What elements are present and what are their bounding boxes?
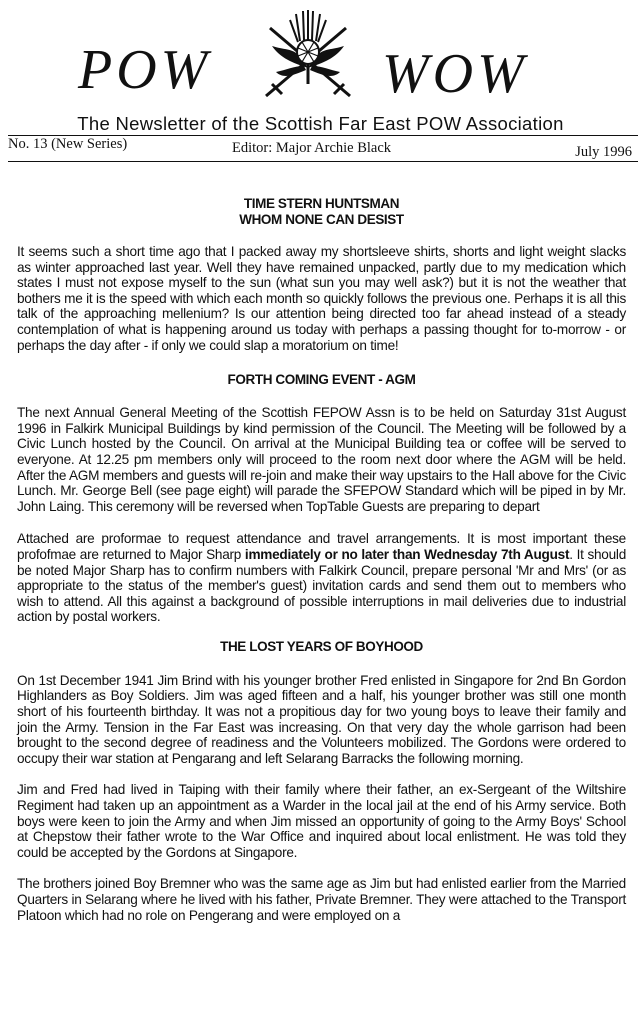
masthead-title-left: POW [78,39,212,101]
article-paragraph: On 1st December 1941 Jim Brind with his younger brother Fred enlisted in Singapore for 2nd Bn Gordon Highlanders as Boy Soldiers. Jim was aged fifteen and a half, his younger brother was still one month short of his fourteenth birthday. It was not a propitious day for two young boys to leave their family and join the Army. Tension in the Far East was increasing. On that very day the whole garrison had been brought to the second degree of readiness and the Volunteers mobilized. The Gordons were ordered to occupy their war station at Pengarang and left Selarang Barracks the following morning. [17,672,626,766]
article-heading-line1: TIME STERN HUNTSMAN [243,196,400,211]
article-paragraph: Jim and Fred had lived in Taiping with their family where their father, an ex-Sergeant of the Wiltshire Regiment had taken up an appointment as a Warder in the local jail at the end of his Army service. Both boys were keen to join the Army and when Jim missed an opportunity of going to the Army Boys' School at Chepstow their father wrote to the War Office and inquired about local enlistment. He was told they could be accepted by the Gordons at Singapore. [17,782,626,860]
article-lost-years [17,639,626,923]
article-paragraph-with-emphasis [17,531,626,625]
masthead-title-right: WOW [382,43,528,105]
article-heading-line2: WHOM NONE CAN DESIST [239,212,404,227]
paragraph-text: . It should be noted Major Sharp has to confirm numbers with Falkirk Council, prepare personal 'Mr and Mrs' (or as appropriate to the status of the member's guest) invitation cards and send them out to members who wish to attend. All this against a background of possible interruptions in mail deliveries due to industrial action by postal workers. [17,546,626,625]
article-heading: FORTH COMING EVENT - AGM [227,372,416,388]
article-agm [17,372,626,625]
article-paragraph: It seems such a short time ago that I packed away my shortsleeve shirts, shorts and light weight slacks as winter approached last year. Well they have remained unpacked, partly due to my medication which states I must not expose myself to the sun (what sun you may well ask?) but it is not the weather that bothers me it is the speed with which each month so quickly follows the previous one. Perhaps it is all this talk of the approaching mellenium? Is our attention being directed too far ahead instead of a steady contemplation of what is happening around us today with perhaps a passing thought for to-morrow - or perhaps the day after - if only we could slap a moratorium on time! [17,244,626,353]
editor-credit: Editor: Major Archie Black [232,140,392,156]
thistle-crossed-swords-icon [258,8,358,100]
issue-number: No. 13 (New Series) [8,136,128,152]
article-paragraph: The brothers joined Boy Bremner who was the same age as Jim but had enlisted earlier from the Married Quarters in Selarang where he lived with his father, Private Bremner. They were attached to the Transport Platoon which had no role on Pengerang and were employed on a [17,876,626,923]
article-paragraph: The next Annual General Meeting of the Scottish FEPOW Assn is to be held on Saturday 31st August 1996 in Falkirk Municipal Buildings by kind permission of the Council. The Meeting will be followed by a Civic Lunch hosted by the Council. On arrival at the Municipal Building tea or coffee will be served to everyone. At 12.25 pm members only will proceed to the room next door where the AGM will be held. After the AGM members and guests will re-join and make their way upstairs to the Hall above for the Civic Lunch. Mr. George Bell (see page eight) will parade the SFEPOW Standard which will be piped in by Mr. John Laing. This ceremony will be reversed when TopTable Guests are preparing to depart [17,405,626,514]
deadline-emphasis: immediately or no later than Wednesday 7th August [244,546,570,562]
newsletter-subtitle: The Newsletter of the Scottish Far East POW Association [77,113,564,134]
issue-date: July 1996 [575,144,632,160]
article-heading: THE LOST YEARS OF BOYHOOD [220,638,423,654]
masthead-divider-bottom [8,161,638,162]
newsletter-body [17,196,626,923]
masthead [0,0,641,160]
paragraph-text: Attached are proformae to request attendance and travel arrangements. It is most important these profofmae are returned to Major Sharp [17,531,626,562]
issue-info-bar [8,136,638,160]
article-time-stern-huntsman [17,196,626,353]
